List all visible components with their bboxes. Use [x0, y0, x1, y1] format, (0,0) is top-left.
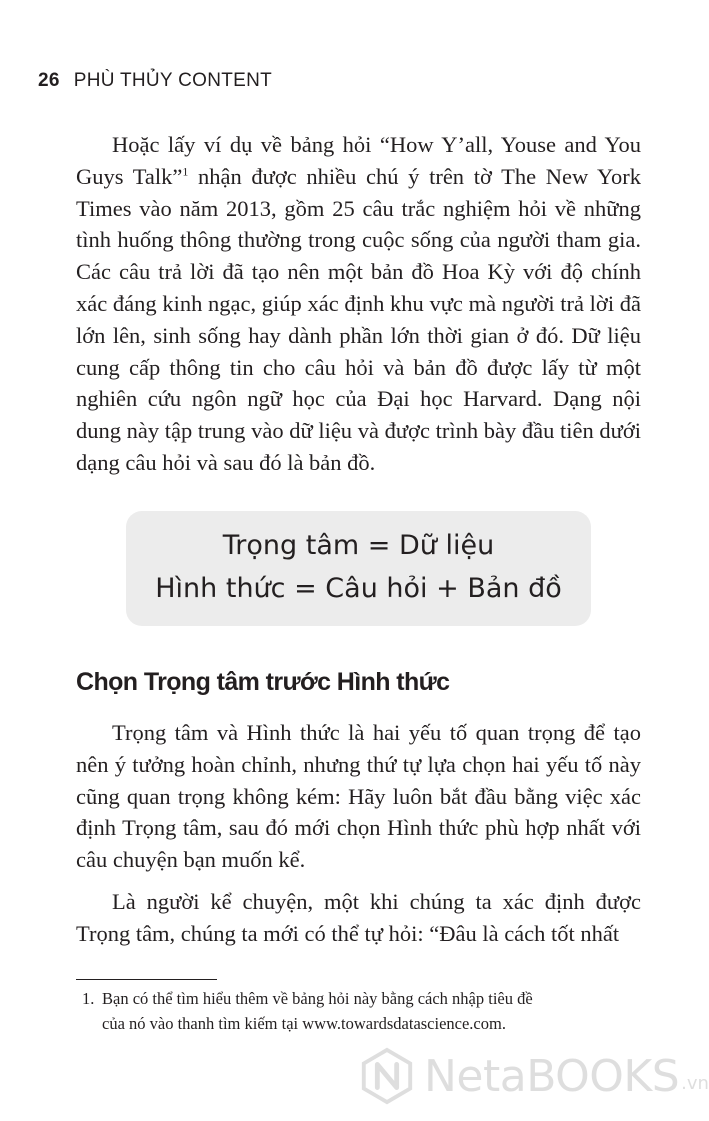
formula-line-form: Hình thức = Câu hỏi + Bản đồ [155, 573, 562, 604]
page-number: 26 [38, 70, 60, 91]
paragraph-1-text-start: Hoặc lấy ví dụ về bảng hỏi “How Y’all, Youse and You Guys Talk” [76, 132, 641, 189]
body-paragraph-2: Trọng tâm và Hình thức là hai yếu tố quan trọng để tạo nên ý tưởng hoàn chỉnh, nhưng thứ tự lựa chọn hai yếu tố này cũng quan trọng không kém: Hãy luôn bắt đầu bằng việc xác định Trọng tâm, sau đó mới chọn Hình thức phù hợp nhất với câu chuyện bạn muốn kể. [76, 720, 641, 873]
body-paragraph-3: Là người kể chuyện, một khi chúng ta xác định được Trọng tâm, chúng ta mới có thể tự hỏi: “Đâu là cách tốt nhất [76, 889, 641, 946]
watermark-suffix: .vn [681, 1073, 709, 1094]
section-heading: Chọn Trọng tâm trước Hình thức [76, 668, 450, 696]
running-title: PHÙ THỦY CONTENT [73, 70, 273, 91]
watermark-brand: NetaBOOKS [424, 1050, 680, 1102]
paragraph-1-text-end: nhận được nhiều chú ý trên tờ The New York Times vào năm 2013, gồm 25 câu trắc nghiệm hỏi về những tình huống thông thường trong cuộc sống của người tham gia. Các câu trả lời đã tạo nên một bản đồ Hoa Kỳ với độ chính xác đáng kinh ngạc, giúp xác định khu vực mà người trả lời đã lớn lên, sinh sống hay dành phần lớn thời gian ở đó. Dữ liệu cung cấp thông tin cho câu hỏi và bản đồ được lấy từ một nghiên cứu ngôn ngữ học của Đại học Harvard. Dạng nội dung này tập trung vào dữ liệu và được trình bày đầu tiên dưới dạng câu hỏi và sau đó là bản đồ. [76, 163, 642, 475]
footnote-number: 1. [82, 989, 95, 1008]
page-header [38, 70, 272, 92]
footnote-text: Bạn có thể tìm hiểu thêm về bảng hỏi này bằng cách nhập tiêu đề của nó vào thanh tìm kiếm tại www.towardsdatascience.com. [102, 989, 533, 1033]
formula-line-focus: Trọng tâm = Dữ liệu [222, 530, 495, 561]
body-paragraph-1 [76, 129, 641, 479]
footnote-divider [76, 979, 217, 980]
watermark [358, 1046, 709, 1106]
footnote-reference[interactable]: 1 [182, 164, 189, 179]
formula-box [126, 511, 591, 626]
netabooks-logo-icon [358, 1047, 416, 1105]
footnote [82, 987, 552, 1036]
